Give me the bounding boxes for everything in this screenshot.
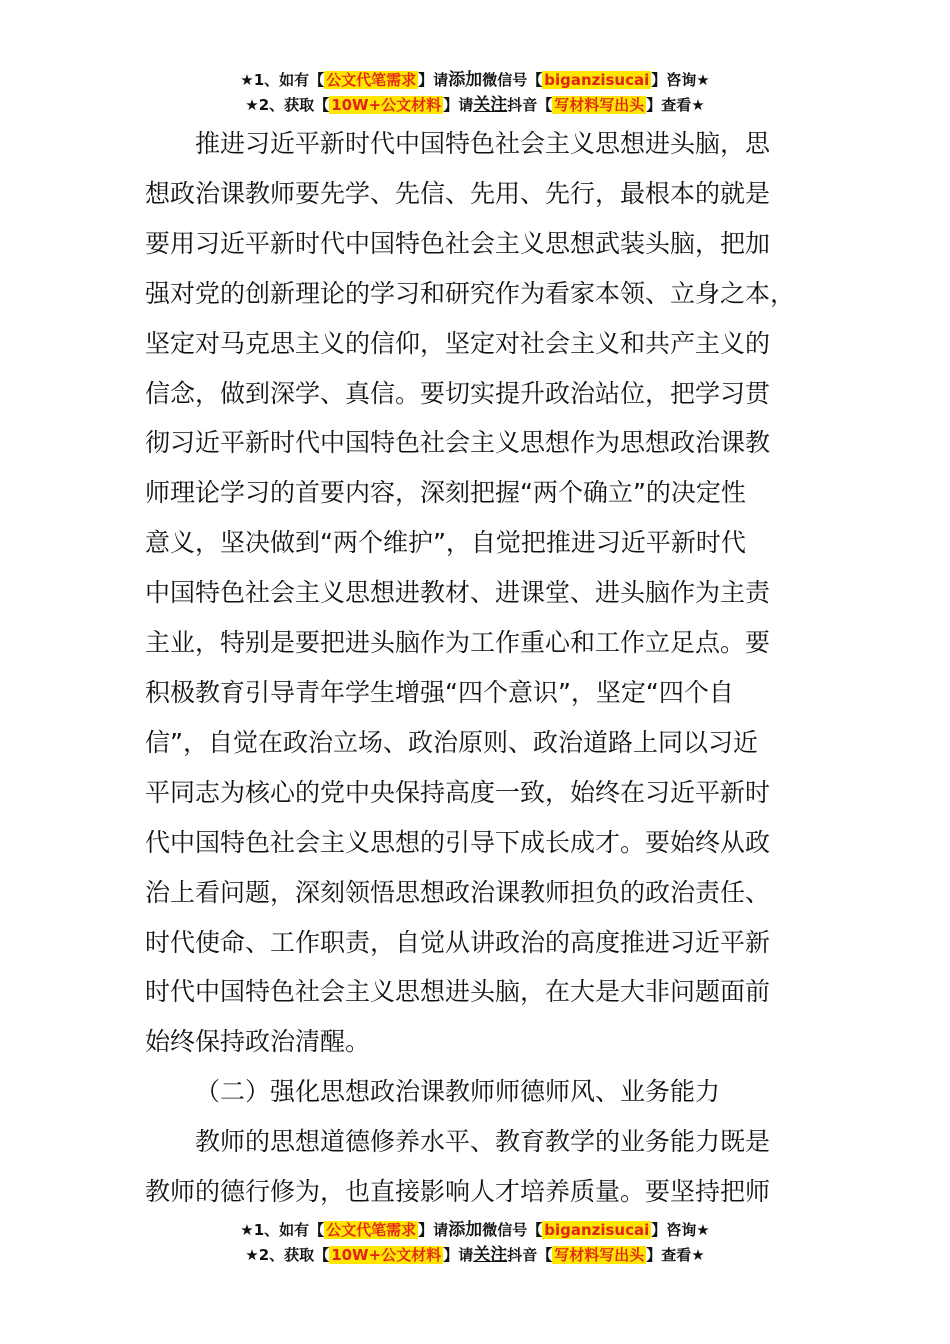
text-line: 推进习近平新时代中国特色社会主义思想进头脑，思 [195,129,771,158]
text-line: 师理论学习的首要内容，深刻把握“两个确立”的决定性 [145,478,746,508]
promo-banner-top [0,68,950,118]
text-line: 时代使命、工作职责，自觉从讲政治的高度推进习近平新 [145,927,771,957]
text-line: 主业，特别是要把进头脑作为工作重心和工作立足点。要 [145,628,771,658]
promo-text: 】查看★ [646,1246,705,1264]
promo-text: ★1、如有【 [240,71,325,89]
promo-text: ★1、如有【 [240,1221,325,1239]
promo-text: 】查看★ [646,96,705,114]
promo-text: 】咨询★ [651,71,710,89]
text-line: 意义，坚决做到“两个维护”，自觉把推进习近平新时代 [145,528,746,558]
promo-highlight: 10W+公文材料 [331,96,442,114]
promo-emphasis: 关注 [473,95,508,115]
promo-text: 抖音【 [507,1246,553,1264]
text-line: 始终保持政治清醒。 [145,1027,371,1057]
promo-text: ★2、获取【 [245,96,330,114]
text-line: 平同志为核心的党中央保持高度一致，始终在习近平新时 [145,777,771,807]
section-heading: （二）强化思想政治课教师师德师风、业务能力 [195,1077,721,1107]
text-line: 教师的思想道德修养水平、教育教学的业务能力既是 [195,1127,771,1157]
promo-text: 】咨询★ [651,1221,710,1239]
promo-text: 】请 [418,71,449,89]
promo-highlight: 公文代笔需求 [326,71,417,89]
text-line: 强对党的创新理论的学习和研究作为看家本领、立身之本， [145,278,796,308]
text-line: 中国特色社会主义思想进教材、进课堂、进头脑作为主责 [145,578,771,608]
text-line: 坚定对马克思主义的信仰，坚定对社会主义和共产主义的 [145,328,771,358]
promo-highlight: 公文代笔需求 [326,1221,417,1239]
promo-wechat-id: biganzisucai [544,1221,650,1239]
text-line: 彻习近平新时代中国特色社会主义思想作为思想政治课教 [145,428,771,458]
text-line: 积极教育引导青年学生增强“四个意识”，坚定“四个自 [145,677,734,707]
text-line: 信”，自觉在政治立场、政治原则、政治道路上同以习近 [145,727,758,757]
promo-douyin-id: 写材料写出头 [554,1246,645,1264]
text-line: 时代中国特色社会主义思想进头脑，在大是大非问题面前 [145,977,771,1007]
text-line: 信念，做到深学、真信。要切实提升政治站位，把学习贯 [145,378,771,408]
promo-line-2 [0,93,950,118]
promo-line-2 [0,1243,950,1268]
promo-text: ★2、获取【 [245,1246,330,1264]
text-line: 想政治课教师要先学、先信、先用、先行，最根本的就是 [145,178,771,208]
promo-text: 微信号【 [482,71,543,89]
promo-text: 微信号【 [482,1221,543,1239]
promo-douyin-id: 写材料写出头 [554,96,645,114]
promo-emphasis: 添加 [448,1220,483,1240]
promo-highlight: 10W+公文材料 [331,1246,442,1264]
promo-text: 】请 [418,1221,449,1239]
promo-text: 】请 [443,96,474,114]
promo-banner-bottom [0,1218,950,1268]
text-line: 治上看问题，深刻领悟思想政治课教师担负的政治责任、 [145,877,771,907]
promo-emphasis: 关注 [473,1245,508,1265]
document-body [145,119,810,1217]
promo-emphasis: 添加 [448,70,483,90]
promo-wechat-id: biganzisucai [544,71,650,89]
text-line: 代中国特色社会主义思想的引导下成长成才。要始终从政 [145,827,771,857]
text-line: 要用习近平新时代中国特色社会主义思想武装头脑，把加 [145,228,771,258]
text-line: 教师的德行修为，也直接影响人才培养质量。要坚持把师 [145,1177,771,1207]
promo-text: 】请 [443,1246,474,1264]
promo-line-1 [0,1218,950,1243]
promo-line-1 [0,68,950,93]
promo-text: 抖音【 [507,96,553,114]
